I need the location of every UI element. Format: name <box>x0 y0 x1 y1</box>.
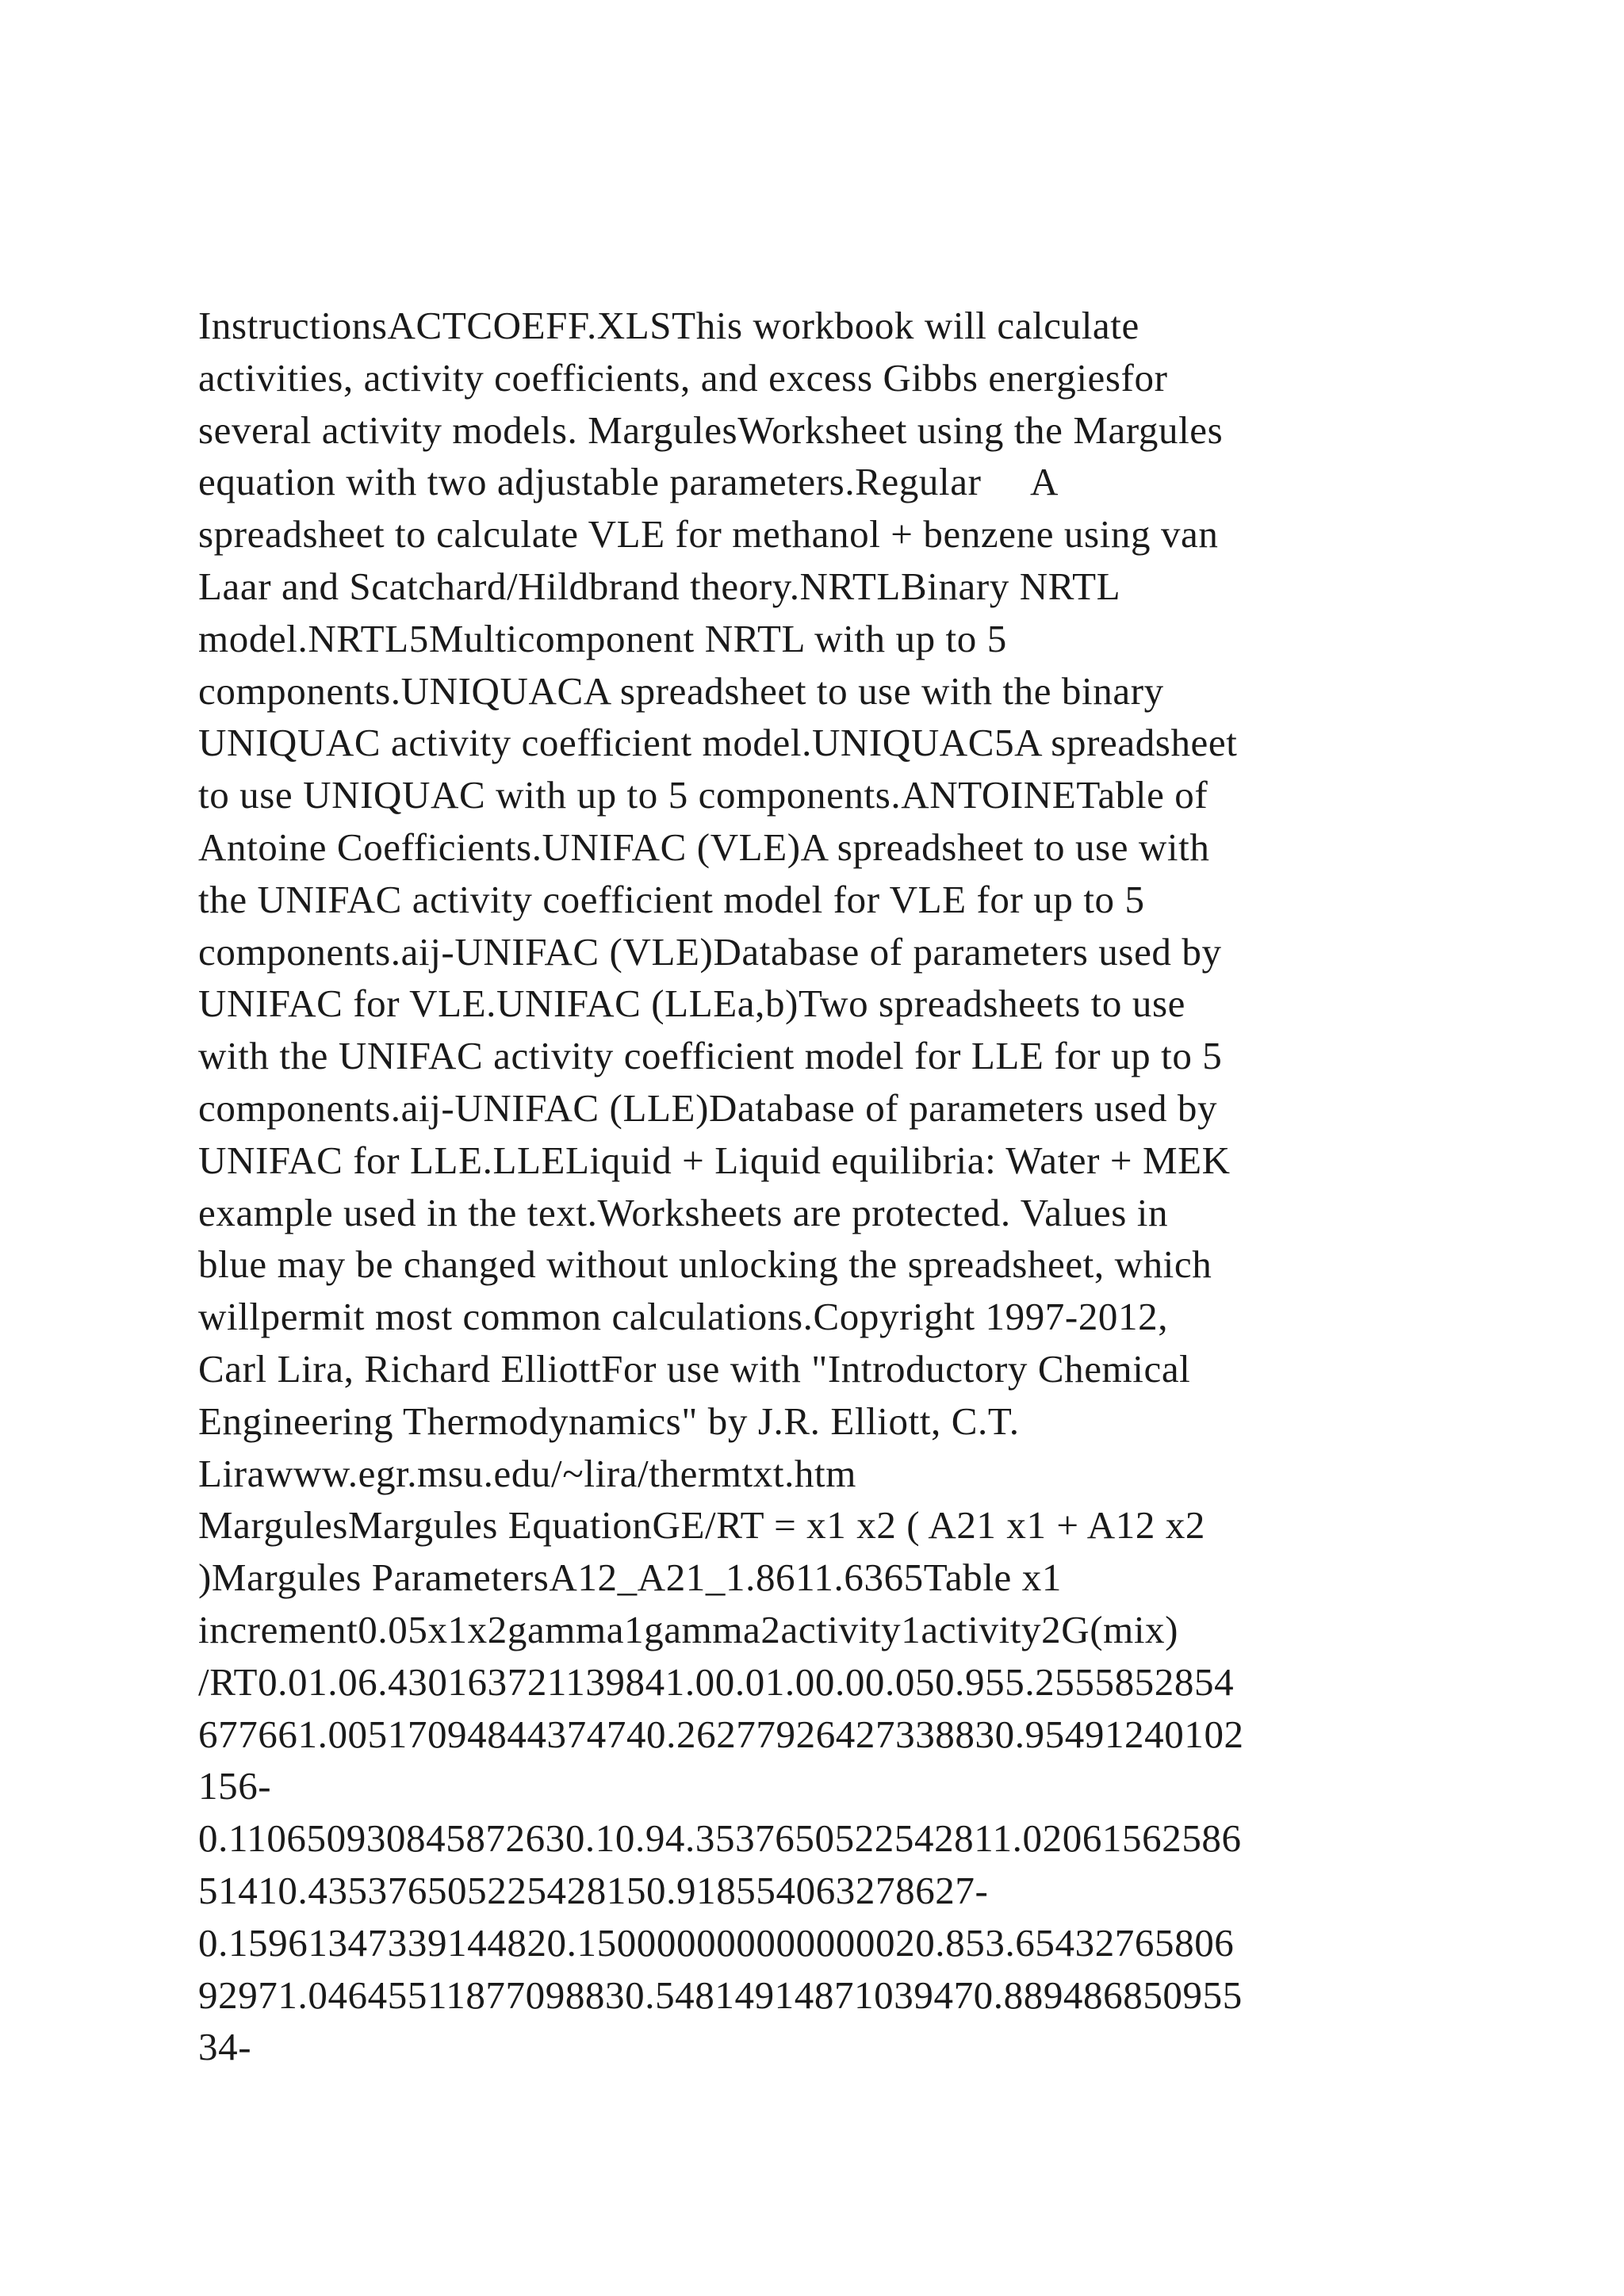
text-line: components.aij-UNIFAC (VLE)Database of parameters used by <box>198 929 1222 974</box>
text-line: example used in the text.Worksheets are protected. Values in <box>198 1190 1169 1234</box>
text-line: 92971.04645511877098830.54814914871039470.889486850955 <box>198 1973 1243 2017</box>
text-line: to use UNIQUAC with up to 5 components.ANTOINETable of <box>198 773 1208 817</box>
text-line: increment0.05x1x2gamma1gamma2activity1activity2G(mix) <box>198 1607 1179 1651</box>
text-line: Engineering Thermodynamics" by J.R. Elliott, C.T. <box>198 1399 1020 1443</box>
text-line: components.aij-UNIFAC (LLE)Database of parameters used by <box>198 1085 1218 1130</box>
text-line: blue may be changed without unlocking the spreadsheet, which <box>198 1242 1212 1287</box>
text-line: components.UNIQUACA spreadsheet to use with the binary <box>198 668 1164 713</box>
text-line: UNIFAC for LLE.LLELiquid + Liquid equilibria: Water + MEK <box>198 1138 1231 1182</box>
text-line: MargulesMargules EquationGE/RT = x1 x2 ( A21 x1 + A12 x2 <box>198 1503 1206 1548</box>
text-line: spreadsheet to calculate VLE for methanol + benzene using van <box>198 512 1219 557</box>
text-line: equation with two adjustable parameters.Regular A <box>198 460 1059 504</box>
text-line: Carl Lira, Richard ElliottFor use with "Introductory Chemical <box>198 1346 1191 1391</box>
text-line: 0.15961347339144820.150000000000000020.853.65432765806 <box>198 1920 1235 1965</box>
text-line: 0.110650930845872630.10.94.3537650522542811.02061562586 <box>198 1816 1242 1861</box>
text-line: model.NRTL5Multicomponent NRTL with up to 5 <box>198 616 1007 660</box>
text-line: several activity models. MargulesWorksheet using the Margules <box>198 408 1224 452</box>
text-line: )Margules ParametersA12_A21_1.8611.6365Table x1 <box>198 1556 1062 1600</box>
text-line: 51410.435376505225428150.918554063278627- <box>198 1868 989 1912</box>
text-line: the UNIFAC activity coefficient model for VLE for up to 5 <box>198 877 1145 921</box>
document-body-text <box>198 300 1435 2073</box>
text-line: 156- <box>198 1764 272 1808</box>
text-line: UNIFAC for VLE.UNIFAC (LLEa,b)Two spreadsheets to use <box>198 982 1185 1026</box>
text-line: UNIQUAC activity coefficient model.UNIQUAC5A spreadsheet <box>198 721 1238 765</box>
text-line: /RT0.01.06.430163721139841.00.01.00.00.050.955.2555852854 <box>198 1659 1235 1704</box>
text-line: willpermit most common calculations.Copyright 1997-2012, <box>198 1295 1169 1339</box>
text-line: Lirawww.egr.msu.edu/~lira/thermtxt.htm <box>198 1451 856 1495</box>
text-line: Antoine Coefficients.UNIFAC (VLE)A spreadsheet to use with <box>198 825 1210 869</box>
text-line: with the UNIFAC activity coefficient model for LLE for up to 5 <box>198 1034 1223 1078</box>
text-line: Laar and Scatchard/Hildbrand theory.NRTLBinary NRTL <box>198 564 1121 608</box>
text-line: InstructionsACTCOEFF.XLSThis workbook will calculate <box>198 304 1139 347</box>
text-line: 677661.00517094844374740.26277926427338830.95491240102 <box>198 1712 1244 1756</box>
text-line: 34- <box>198 2025 252 2069</box>
text-line: activities, activity coefficients, and excess Gibbs energiesfor <box>198 355 1168 400</box>
